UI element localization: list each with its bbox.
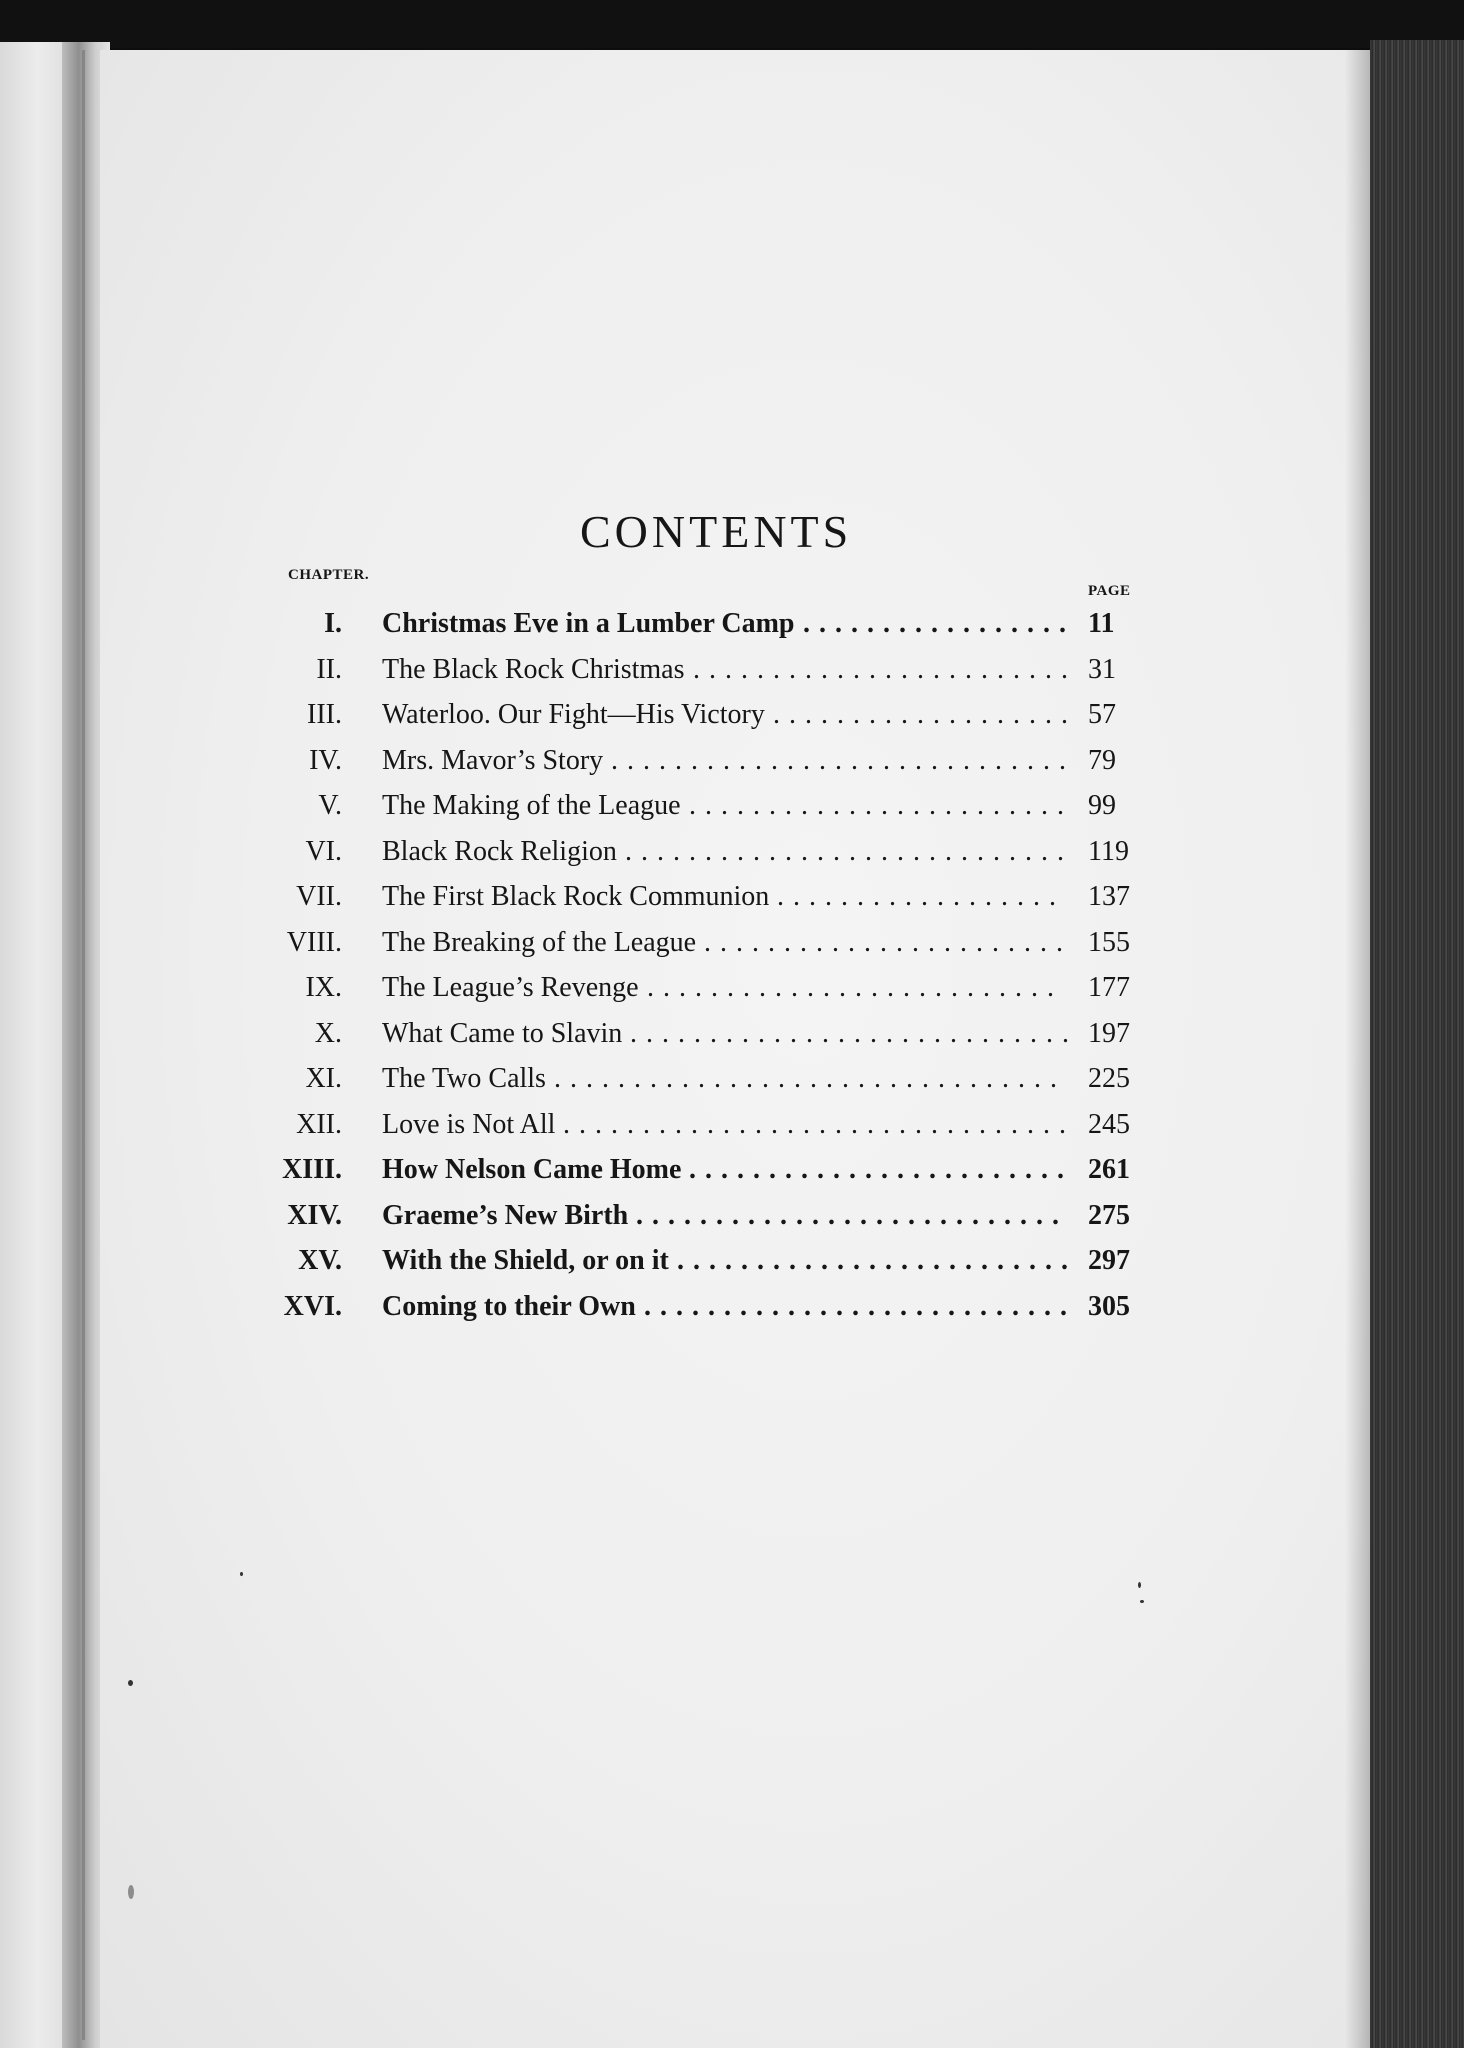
dot-leader: ........................ [689, 790, 1073, 821]
chapter-number: I. [324, 608, 342, 639]
paper-speck [1138, 1582, 1141, 1588]
contents-entry [270, 920, 1150, 966]
contents-entry [270, 692, 1150, 738]
contents-entry [270, 1284, 1150, 1330]
chapter-page-number: 155 [1088, 926, 1130, 958]
page-column-header: PAGE [1088, 583, 1131, 599]
chapter-number: XIV. [287, 1199, 342, 1231]
chapter-number: XV. [298, 1245, 342, 1276]
chapter-title: The Breaking of the League [382, 926, 697, 958]
chapter-page-number: 245 [1088, 1108, 1130, 1140]
contents-list [270, 601, 1150, 1329]
dot-leader: ........................ [693, 653, 1077, 685]
contents-entry [270, 965, 1150, 1011]
chapter-title: The League’s Revenge [382, 972, 639, 1003]
chapter-title: How Nelson Came Home [382, 1154, 682, 1185]
chapter-number: XVI. [283, 1290, 342, 1322]
chapter-page-number: 11 [1088, 608, 1115, 639]
page-title: CONTENTS [580, 506, 853, 557]
dot-leader: ............................ [630, 1017, 1078, 1049]
dot-leader: ................... [773, 699, 1077, 730]
contents-entry [270, 738, 1150, 784]
chapter-page-number: 57 [1088, 699, 1116, 730]
contents-entry [270, 783, 1150, 829]
paper-speck [128, 1680, 133, 1686]
chapter-page-number: 305 [1088, 1290, 1130, 1322]
chapter-number: III. [307, 699, 342, 730]
chapter-page-number: 79 [1088, 744, 1116, 776]
chapter-title: Mrs. Mavor’s Story [382, 744, 604, 776]
scan-top-border [0, 0, 1464, 48]
chapter-number: VII. [296, 881, 342, 912]
contents-entry [270, 1011, 1150, 1057]
dot-leader: ................. [803, 608, 1075, 639]
chapter-title: Love is Not All [382, 1108, 556, 1140]
chapter-page-number: 137 [1088, 881, 1130, 912]
contents-entry [270, 601, 1150, 647]
contents-entry [270, 1238, 1150, 1284]
chapter-title: The Two Calls [382, 1063, 546, 1094]
contents-entry [270, 1102, 1150, 1148]
paper-speck [128, 1885, 134, 1899]
dot-leader: ................................ [554, 1063, 1066, 1094]
chapter-title: The Making of the League [382, 790, 681, 821]
dot-leader: .......................... [647, 972, 1063, 1003]
chapter-title: Waterloo. Our Fight—His Victory [382, 699, 765, 730]
contents-entry [270, 874, 1150, 920]
chapter-page-number: 31 [1088, 653, 1116, 685]
dot-leader: ........................... [636, 1199, 1068, 1231]
paper-speck [240, 1572, 243, 1576]
dot-leader: ........................... [644, 1290, 1076, 1322]
page-block-fore-edge [1370, 40, 1464, 2048]
chapter-number: VIII. [286, 926, 342, 958]
chapter-page-number: 99 [1088, 790, 1116, 821]
chapter-number: IX. [305, 972, 342, 1003]
chapter-title: Graeme’s New Birth [382, 1199, 629, 1231]
chapter-title: Christmas Eve in a Lumber Camp [382, 608, 795, 639]
chapter-title: Black Rock Religion [382, 835, 617, 867]
chapter-title: What Came to Slavin [382, 1017, 623, 1049]
dot-leader: ....................... [704, 926, 1072, 958]
chapter-page-number: 177 [1088, 972, 1130, 1003]
contents-entry [270, 1147, 1150, 1193]
contents-entry [270, 829, 1150, 875]
chapter-page-number: 261 [1088, 1154, 1130, 1185]
chapter-number: II. [316, 653, 342, 685]
chapter-page-number: 275 [1088, 1199, 1130, 1231]
chapter-page-number: 197 [1088, 1017, 1130, 1049]
dot-leader: ........................ [689, 1154, 1073, 1185]
contents-entry [270, 647, 1150, 693]
dot-leader: ................................ [563, 1108, 1075, 1140]
chapter-title: The Black Rock Christmas [382, 653, 685, 685]
gutter-fold-line [82, 50, 85, 2040]
chapter-number: IV. [309, 744, 342, 776]
chapter-page-number: 225 [1088, 1063, 1130, 1094]
chapter-title: The First Black Rock Communion [382, 881, 770, 912]
dot-leader: ............................. [611, 744, 1075, 776]
chapter-number: X. [314, 1017, 342, 1049]
chapter-title: With the Shield, or on it [382, 1245, 669, 1276]
contents-entry [270, 1056, 1150, 1102]
chapter-number: XI. [305, 1063, 342, 1094]
chapter-number: XII. [296, 1108, 342, 1140]
chapter-number: XIII. [282, 1154, 342, 1185]
chapter-number: V. [318, 790, 342, 821]
contents-entry [270, 1193, 1150, 1239]
dot-leader: .................. [777, 881, 1065, 912]
chapter-page-number: 119 [1088, 835, 1129, 867]
left-page-edge [0, 42, 62, 2048]
paper-speck [1140, 1600, 1144, 1603]
chapter-number: VI. [305, 835, 342, 867]
chapter-title: Coming to their Own [382, 1290, 636, 1322]
dot-leader: ............................ [625, 835, 1073, 867]
dot-leader: ......................... [677, 1245, 1077, 1276]
chapter-page-number: 297 [1088, 1245, 1130, 1276]
chapter-column-header: CHAPTER. [288, 567, 370, 583]
